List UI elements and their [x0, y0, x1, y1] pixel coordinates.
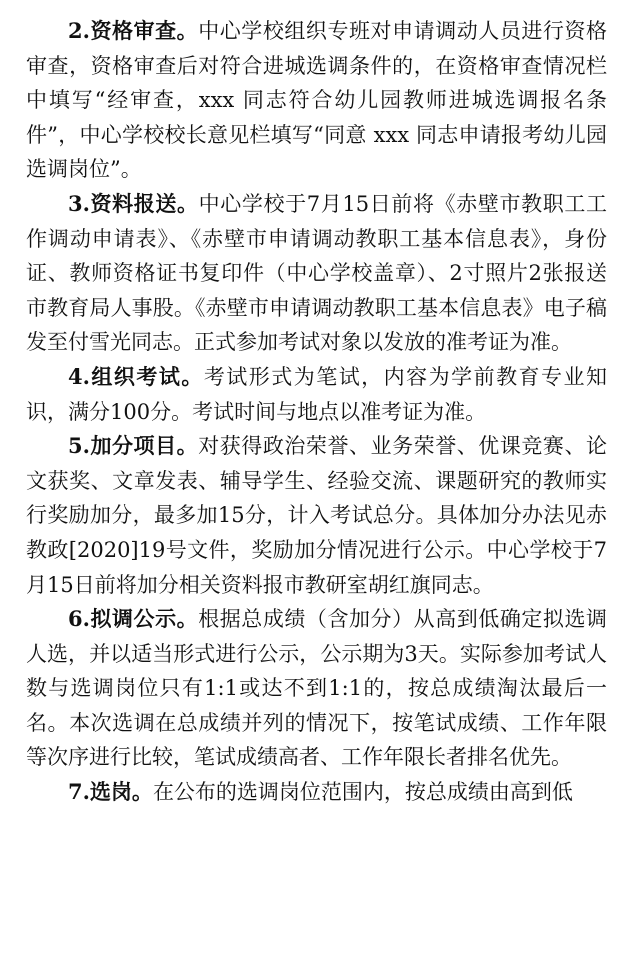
section-heading: 7.选岗。 — [68, 779, 153, 805]
section-heading: 2.资格审查。 — [68, 18, 199, 43]
section-body: 在公布的选调岗位范围内，按总成绩由高到低 — [152, 780, 573, 805]
section-post-selection — [26, 775, 607, 810]
section-body: 根据总成绩（含加分）从高到低确定拟选调人选，并以适当形式进行公示，公示期为3天。实际参加考试人数与选调岗位只有1:1或达不到1:1的，按总成绩淘汰最后一名。本次选调在总成绩并列的情况下，按笔试成绩、工作年限等次序进行比较，笔试成绩高者、工作年限长者排名优先。 — [26, 607, 607, 770]
section-qualification-review — [26, 14, 607, 187]
section-transfer-publicity — [26, 602, 607, 775]
section-heading: 4.组织考试。 — [68, 363, 204, 389]
section-body: 考试形式为笔试，内容为学前教育专业知识，满分100分。考试时间与地点以准考证为准。 — [26, 364, 607, 424]
section-bonus-points — [26, 429, 607, 602]
section-body: 中心学校于7月15日前将《赤壁市教职工工作调动申请表》、《赤壁市申请调动教职工基本信息表》，身份证、教师资格证书复印件（中心学校盖章）、2寸照片2张报送市教育局人事股。《赤壁市申请调动教职工基本信息表》电子稿发至付雪光同志。正式参加考试对象以发放的准考证为准。 — [26, 191, 607, 355]
section-heading: 5.加分项目。 — [68, 433, 199, 459]
section-heading: 6.拟调公示。 — [68, 606, 199, 632]
section-organize-exam — [26, 360, 607, 429]
section-document-submission — [26, 187, 607, 360]
section-body: 对获得政治荣誉、业务荣誉、优课竞赛、论文获奖、文章发表、辅导学生、经验交流、课题研究的教师实行奖励加分，最多加15分，计入考试总分。具体加分办法见赤教政[2020]19号文件，奖励加分情况进行公示。中心学校于7月15日前将加分相关资料报市教研室胡红旗同志。 — [26, 434, 607, 597]
section-heading: 3.资料报送。 — [68, 190, 199, 216]
section-body: 中心学校组织专班对申请调动人员进行资格审查，资格审查后对符合进城选调条件的，在资格审查情况栏中填写“经审查，xxx 同志符合幼儿园教师进城选调报名条件”，中心学校校长意见栏填写“同意 xxx 同志申请报考幼儿园选调岗位”。 — [26, 19, 607, 182]
